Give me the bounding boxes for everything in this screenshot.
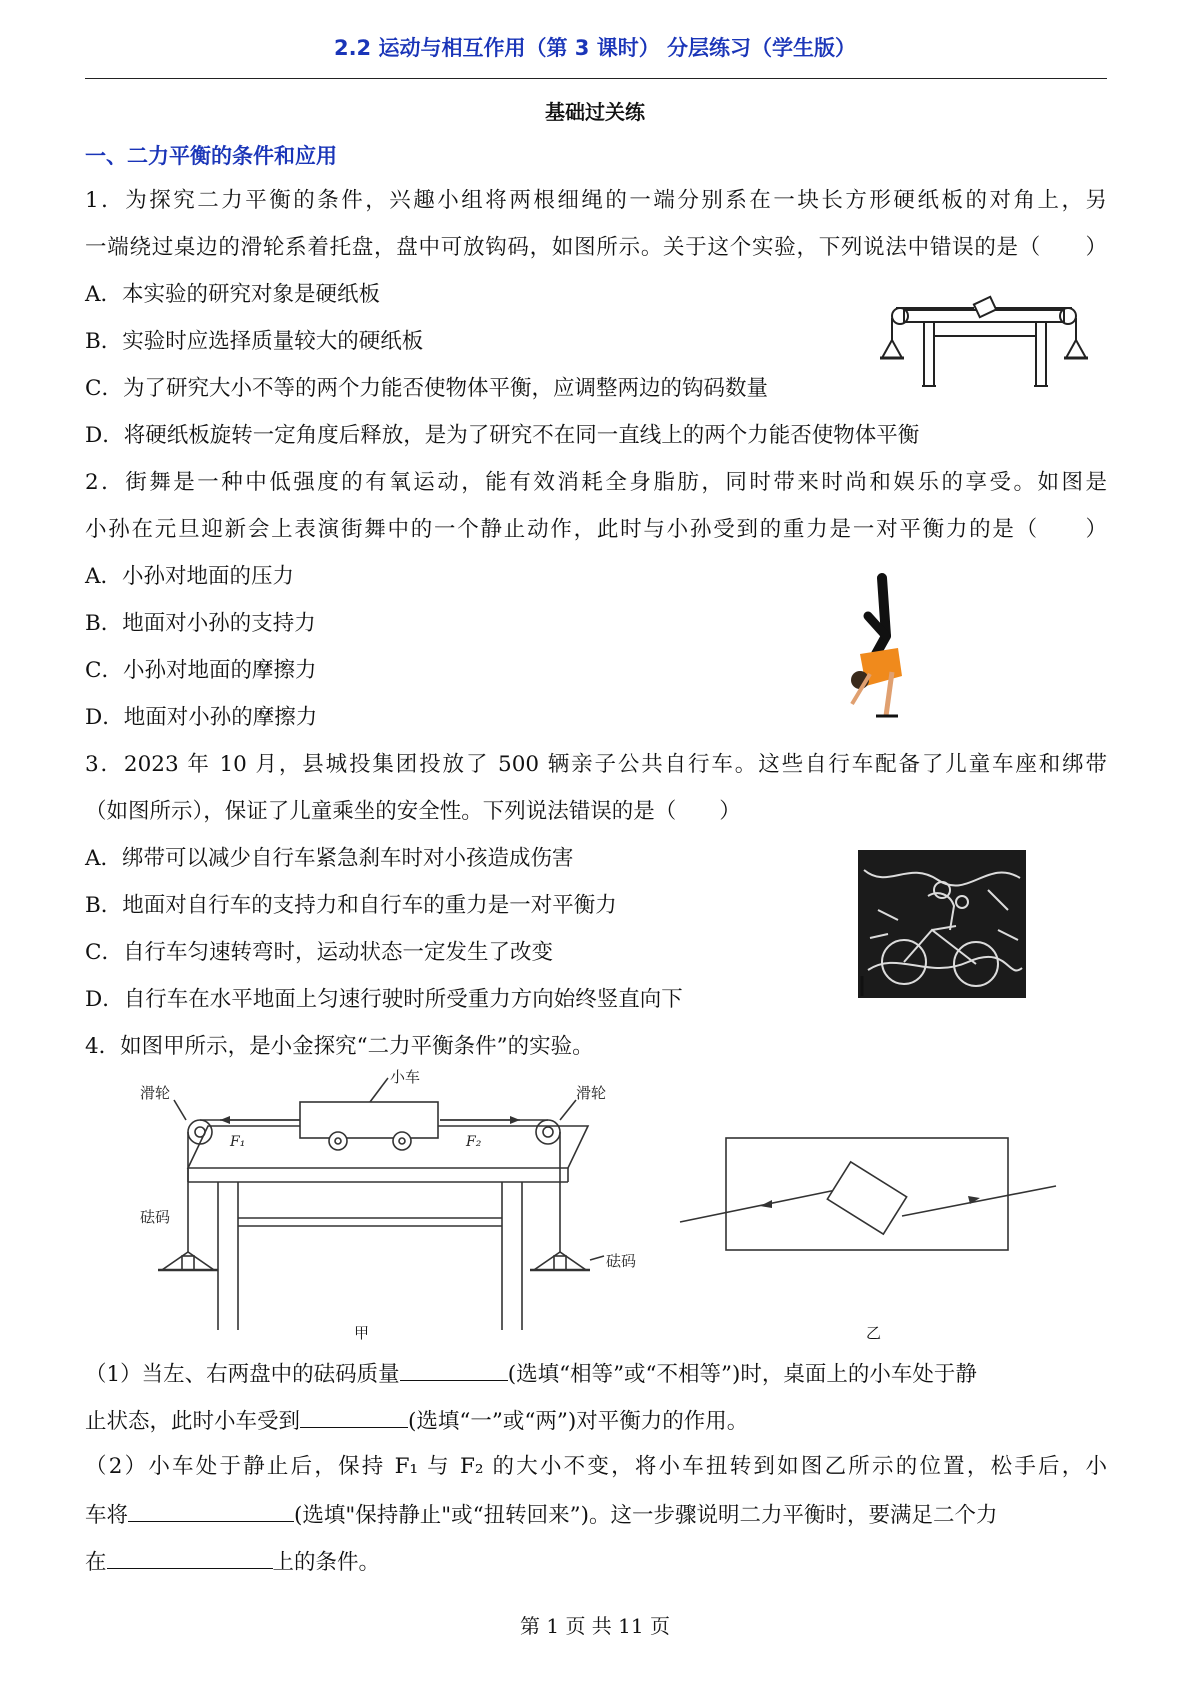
q2-option-b: B．地面对小孙的支持力 [85, 611, 316, 636]
caption-jia: 甲 [354, 1324, 370, 1342]
label-f1: F₁ [230, 1134, 246, 1150]
q2-stem-line2: 小孙在元旦迎新会上表演街舞中的一个静止动作，此时与小孙受到的重力是一对平衡力的是（ ） [85, 517, 1107, 542]
section-title: 一、二力平衡的条件和应用 [85, 144, 337, 168]
answer-blank-1[interactable] [400, 1358, 508, 1381]
q1-option-d: D．将硬纸板旋转一定角度后释放，是为了研究不在同一直线上的两个力能否使物体平衡 [85, 423, 920, 448]
subtitle: 基础过关练 [545, 100, 645, 124]
page-number: 第 1 页 共 11 页 [520, 1614, 670, 1638]
q4-part2-line2 [85, 1499, 998, 1531]
label-weight-right: 砝码 [606, 1252, 637, 1270]
q1-table-figure [884, 300, 1084, 400]
q1-stem-line2: 一端绕过桌边的滑轮系着托盘，盘中可放钩码，如图所示。关于这个实验，下列说法中错误的是（ ） [85, 235, 1107, 260]
q4-part1-text-c: 止状态，此时小车受到 [85, 1409, 301, 1434]
label-cart: 小车 [390, 1068, 421, 1086]
q4-intro: 4．如图甲所示，是小金探究“二力平衡条件”的实验。 [85, 1034, 594, 1059]
answer-blank-4[interactable] [107, 1546, 273, 1569]
figure-jia [140, 1070, 660, 1332]
label-weight-left: 砝码 [140, 1208, 171, 1226]
q2-option-a: A．小孙对地面的压力 [85, 564, 295, 589]
q4-part2-text-d: 在 [85, 1550, 107, 1575]
answer-blank-3[interactable] [128, 1499, 294, 1522]
label-pulley-left: 滑轮 [140, 1084, 171, 1102]
q1-option-c: C．为了研究大小不等的两个力能否使物体平衡，应调整两边的钩码数量 [85, 376, 768, 401]
page-title: 2.2 运动与相互作用（第 3 课时） 分层练习（学生版） [333, 36, 857, 60]
q1-option-a: A．本实验的研究对象是硬纸板 [85, 282, 381, 307]
q3-option-c: C．自行车匀速转弯时，运动状态一定发生了改变 [85, 940, 553, 965]
q4-part1-text-a: （1）当左、右两盘中的砝码质量 [85, 1362, 400, 1387]
q3-stem-line2: （如图所示），保证了儿童乘坐的安全性。下列说法错误的是（ ） [85, 799, 741, 824]
q4-part2-text-b: 车将 [85, 1503, 129, 1528]
q4-part2-line3 [85, 1546, 380, 1578]
q4-part2-text-e: 上的条件。 [272, 1550, 381, 1575]
q2-stem-line1: 2．街舞是一种中低强度的有氧运动，能有效消耗全身脂肪，同时带来时尚和娱乐的享受。如图是 [85, 470, 1107, 495]
q4-part2-text-c: (选填"保持静止"或“扭转回来”)。这一步骤说明二力平衡时，要满足二个力 [294, 1503, 998, 1528]
q3-option-b: B．地面对自行车的支持力和自行车的重力是一对平衡力 [85, 893, 617, 918]
q2-option-c: C．小孙对地面的摩擦力 [85, 658, 317, 683]
q4-part1-text-d: (选填“一”或“两”)对平衡力的作用。 [408, 1409, 749, 1434]
caption-yi: 乙 [866, 1324, 882, 1342]
q4-part1-line2 [85, 1405, 748, 1437]
label-pulley-right: 滑轮 [576, 1084, 607, 1102]
q3-option-d: D．自行车在水平地面上匀速行驶时所受重力方向始终竖直向下 [85, 987, 683, 1012]
bicycle-photo [858, 850, 1026, 998]
q2-option-d: D．地面对小孙的摩擦力 [85, 705, 318, 730]
q4-part1-text-b: (选填“相等”或“不相等”)时，桌面上的小车处于静 [507, 1362, 977, 1387]
label-f2: F₂ [466, 1134, 482, 1150]
q4-part2-line1: （2）小车处于静止后，保持 F₁ 与 F₂ 的大小不变，将小车扭转到如图乙所示的位置，松手后，小 [85, 1454, 1107, 1479]
q1-option-b: B．实验时应选择质量较大的硬纸板 [85, 329, 424, 354]
q4-part1-line1 [85, 1358, 977, 1390]
breakdancer-figure [846, 576, 916, 726]
q1-stem-line1: 1．为探究二力平衡的条件，兴趣小组将两根细绳的一端分别系在一块长方形硬纸板的对角上，另 [85, 188, 1107, 213]
answer-blank-2[interactable] [300, 1405, 408, 1428]
header-divider [85, 78, 1107, 79]
q3-option-a: A．绑带可以减少自行车紧急刹车时对小孩造成伤害 [85, 846, 574, 871]
q3-stem-line1: 3．2023 年 10 月，县城投集团投放了 500 辆亲子公共自行车。这些自行车配备了儿童车座和绑带 [85, 752, 1107, 777]
figure-yi [680, 1138, 1060, 1288]
